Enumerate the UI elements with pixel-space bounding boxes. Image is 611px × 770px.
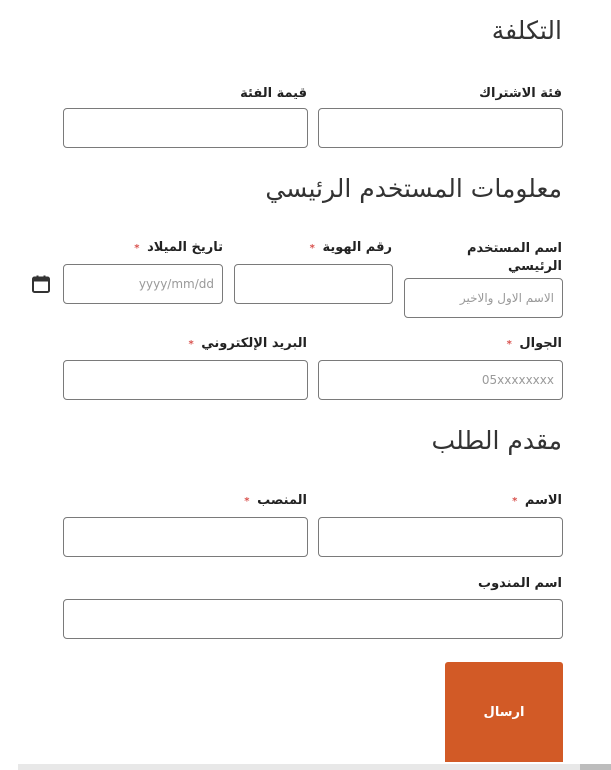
label-birth-date-text: تاريخ الميلاد xyxy=(147,240,223,255)
subscription-category-input[interactable] xyxy=(318,108,563,148)
label-name xyxy=(512,493,562,508)
required-marker: * xyxy=(309,243,315,254)
section-title-applicant: مقدم الطلب xyxy=(431,426,562,455)
label-delegate-name: اسم المندوب xyxy=(478,576,562,591)
required-marker: * xyxy=(512,496,518,507)
birth-date-input[interactable] xyxy=(63,264,223,304)
id-number-input[interactable] xyxy=(234,264,393,304)
email-input[interactable] xyxy=(63,360,308,400)
submit-button[interactable]: ارسال xyxy=(445,662,563,762)
category-value-input[interactable] xyxy=(63,108,308,148)
label-name-text: الاسم xyxy=(524,493,562,508)
label-subscription-category: فئة الاشتراك xyxy=(479,86,562,101)
main-user-name-input[interactable] xyxy=(404,278,563,318)
required-marker: * xyxy=(244,496,250,507)
label-email xyxy=(189,336,308,351)
label-category-value: قيمة الفئة xyxy=(240,86,307,101)
label-id-number xyxy=(310,240,392,255)
required-marker: * xyxy=(188,339,194,350)
label-mobile xyxy=(507,336,562,351)
scrollbar-thumb[interactable] xyxy=(580,764,611,770)
mobile-input[interactable] xyxy=(318,360,563,400)
section-title-main-user: معلومات المستخدم الرئيسي xyxy=(265,174,562,203)
required-marker: * xyxy=(134,243,140,254)
name-input[interactable] xyxy=(318,517,563,557)
calendar-icon[interactable] xyxy=(32,275,50,293)
label-position-text: المنصب xyxy=(257,493,307,508)
label-id-number-text: رقم الهوية xyxy=(322,240,392,255)
required-marker: * xyxy=(506,339,512,350)
position-input[interactable] xyxy=(63,517,308,557)
label-position xyxy=(244,493,307,508)
delegate-name-input[interactable] xyxy=(63,599,563,639)
label-main-user-name-text: اسم المستخدم الرئيسي xyxy=(467,241,562,274)
label-birth-date xyxy=(134,240,223,255)
label-mobile-text: الجوال xyxy=(519,336,562,351)
horizontal-scrollbar[interactable] xyxy=(18,764,611,770)
label-email-text: البريد الإلكتروني xyxy=(201,336,307,351)
section-title-cost: التكلفة xyxy=(491,16,562,45)
